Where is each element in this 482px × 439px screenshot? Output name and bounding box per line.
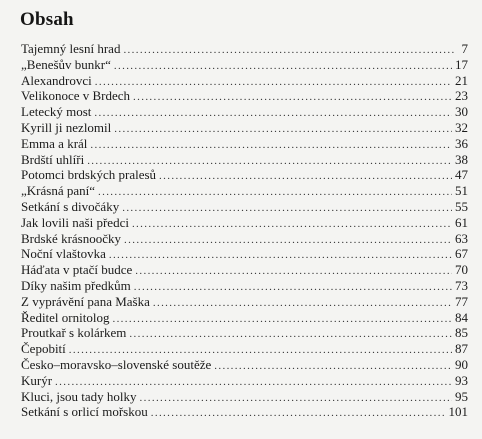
dot-leader	[151, 406, 446, 422]
toc-entry-title: Setkání s divočáky	[21, 198, 120, 214]
toc-entry-title: Háďata v ptačí budce	[21, 262, 133, 278]
toc-entry	[21, 278, 468, 294]
toc-entry-page-number: 7	[461, 41, 468, 56]
toc-entry-title: Potomci brdských pralesů	[21, 167, 157, 183]
toc-entry-title: Alexandrovci	[21, 72, 92, 88]
toc-entry	[21, 389, 468, 405]
toc-entry-title: Noční vlaštovka	[21, 246, 106, 262]
toc-entry-title: Velikonoce v Brdech	[21, 88, 131, 104]
toc-entry-page-number: 61	[455, 214, 468, 230]
dot-leader	[114, 59, 452, 75]
dot-leader	[109, 248, 452, 264]
dot-leader	[112, 312, 452, 328]
toc-entry-title: Česko–moravsko–slovenské soutěže	[21, 356, 212, 372]
toc-entry-page-number: 30	[455, 104, 468, 120]
toc-entry	[21, 152, 468, 168]
toc-entry	[21, 262, 468, 278]
toc-entry-page-number: 95	[455, 388, 468, 404]
toc-entry	[21, 231, 468, 247]
toc-entry-page-number: 101	[448, 404, 468, 420]
toc-entry-title: Emma a král	[21, 135, 88, 151]
toc-entry-page-number: 36	[455, 135, 468, 151]
toc-entry-page-number: 17	[455, 56, 468, 72]
toc-entry	[21, 136, 468, 152]
dot-leader	[214, 359, 452, 375]
toc-entry-title: Brdští uhlíři	[21, 151, 85, 167]
dot-leader	[98, 185, 452, 201]
toc-entry-title: Kurýr	[21, 372, 53, 388]
toc-entry	[21, 310, 468, 326]
toc-list	[21, 41, 468, 420]
toc-entry	[21, 57, 468, 73]
toc-entry	[21, 325, 468, 341]
dot-leader	[90, 138, 452, 154]
dot-leader	[114, 122, 452, 138]
toc-entry-title: Díky našim předkům	[21, 277, 131, 293]
dot-leader	[95, 75, 452, 91]
toc-entry	[21, 357, 468, 373]
toc-entry	[21, 88, 468, 104]
toc-entry-page-number: 47	[455, 167, 468, 183]
toc-entry-title: Kluci, jsou tady holky	[21, 388, 137, 404]
toc-entry-title: „Krásná paní“	[21, 183, 95, 199]
toc-entry-page-number: 73	[455, 277, 468, 293]
toc-entry-page-number: 32	[455, 119, 468, 135]
toc-entry-page-number: 84	[455, 309, 468, 325]
dot-leader	[124, 233, 452, 249]
toc-entry-title: Letecký most	[21, 104, 92, 120]
toc-entry-page-number: 38	[455, 151, 468, 167]
dot-leader	[133, 90, 452, 106]
toc-entry-page-number: 67	[455, 246, 468, 262]
dot-leader	[135, 264, 452, 280]
dot-leader	[132, 217, 452, 233]
toc-entry-page-number: 51	[455, 183, 468, 199]
toc-entry-title: Kyrill ji nezlomil	[21, 119, 112, 135]
dot-leader	[134, 280, 452, 296]
dot-leader	[94, 106, 452, 122]
toc-entry-title: „Benešův bunkr“	[21, 56, 111, 72]
toc-entry-page-number: 21	[455, 72, 468, 88]
dot-leader	[129, 327, 452, 343]
dot-leader	[123, 43, 455, 59]
toc-entry-title: Z vyprávění pana Maška	[21, 293, 150, 309]
toc-entry-page-number: 55	[455, 198, 468, 214]
toc-entry	[21, 215, 468, 231]
toc-entry-title: Tajemný lesní hrad	[21, 41, 121, 56]
toc-entry	[21, 373, 468, 389]
toc-entry-page-number: 77	[455, 293, 468, 309]
toc-entry-page-number: 85	[455, 325, 468, 341]
toc-entry-title: Brdské krásnoočky	[21, 230, 122, 246]
toc-entry	[21, 199, 468, 215]
toc-entry	[21, 294, 468, 310]
toc-entry	[21, 183, 468, 199]
toc-entry	[21, 104, 468, 120]
dot-leader	[122, 201, 452, 217]
toc-entry-page-number: 70	[455, 262, 468, 278]
toc-entry-title: Setkání s orlicí mořskou	[21, 404, 148, 420]
dot-leader	[153, 296, 452, 312]
toc-entry-page-number: 23	[455, 88, 468, 104]
toc-entry	[21, 120, 468, 136]
toc-entry	[21, 167, 468, 183]
toc-entry	[21, 341, 468, 357]
toc-entry	[21, 246, 468, 262]
toc-entry-page-number: 90	[455, 356, 468, 372]
toc-entry-page-number: 93	[455, 372, 468, 388]
toc-entry-title: Ředitel ornitolog	[21, 309, 110, 325]
toc-entry-title: Proutkař s kolárkem	[21, 325, 127, 341]
toc-entry-title: Čepobití	[21, 341, 66, 357]
toc-entry	[21, 404, 468, 420]
dot-leader	[140, 391, 452, 407]
toc-entry-page-number: 87	[455, 341, 468, 357]
page-title: Obsah	[20, 9, 74, 30]
toc-entry-page-number: 63	[455, 230, 468, 246]
toc-entry	[21, 73, 468, 89]
toc-entry	[21, 41, 468, 57]
toc-entry-title: Jak lovili naši předci	[21, 214, 129, 230]
dot-leader	[159, 169, 452, 185]
